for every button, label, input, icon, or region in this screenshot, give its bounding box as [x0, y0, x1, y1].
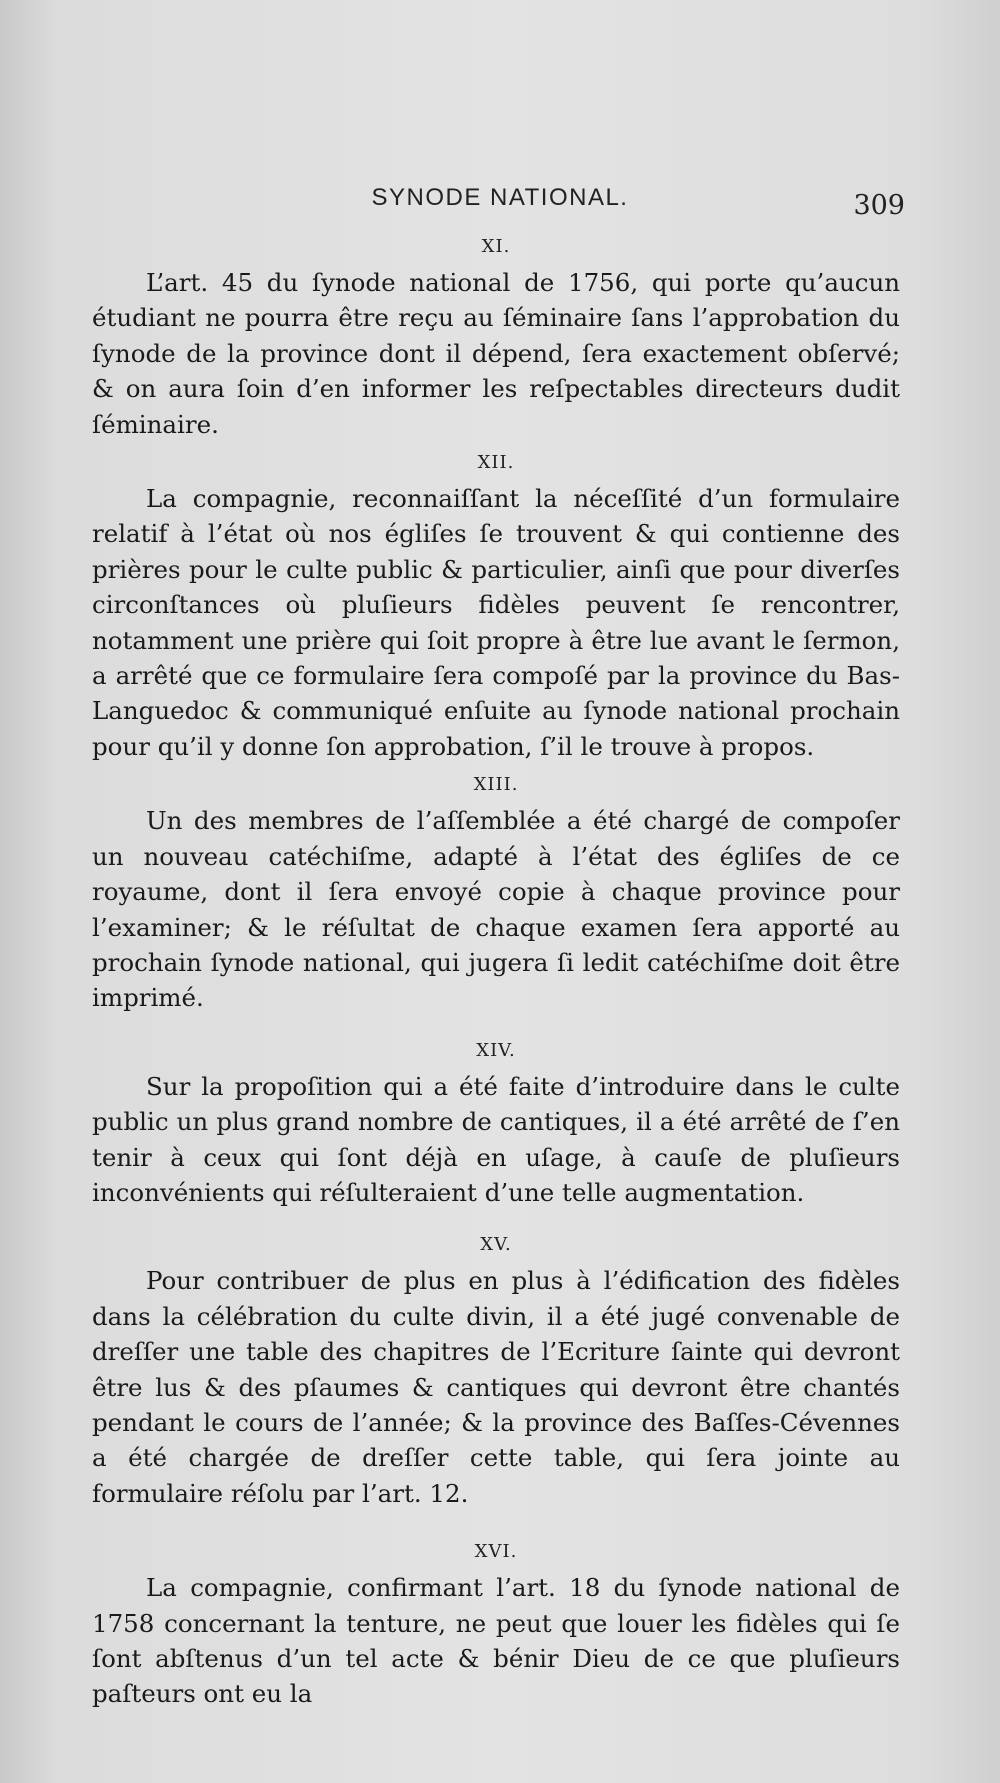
- article-number: XIV.: [476, 1039, 516, 1061]
- article-text: L’art. 45 du ſynode national de 1756, qui porte qu’aucun étudiant ne pourra être reçu au ſéminaire ſans l’approbation du ſynode de la province dont il dépend, ſera exactement obſervé; & on aura ſoin d’en informer les reſpectables directeurs dudit ſéminaire.: [92, 268, 900, 439]
- article-text: Pour contribuer de plus en plus à l’édification des fidèles dans la célébration du culte divin, il a été jugé convenable de dreſſer une table des chapitres de l’Ecriture ſainte qui devront être lus & des pſaumes & cantiques qui devront être chantés pendant le cours de l’année; & la province des Baſſes-Cévennes a été chargée de dreſſer cette table, qui ſera jointe au formulaire réſolu par l’art. 12.: [92, 1266, 900, 1508]
- article-number: XI.: [481, 236, 511, 257]
- article-text: La compagnie, confirmant l’art. 18 du ſynode national de 1758 concernant la tenture, ne peut que louer les fidèles qui ſe ſont abſtenus d’un tel acte & bénir Dieu de ce que pluſieurs paſteurs ont eu la: [92, 1573, 900, 1709]
- article-text: Sur la propoſition qui a été faite d’introduire dans le culte public un plus grand nombre de cantiques, il a été arrêté de ſ’en tenir à ceux qui ſont déjà en uſage, à cauſe de pluſieurs inconvénients qui réſulteraient d’une telle augmentation.: [92, 1071, 900, 1207]
- page-header: [90, 184, 910, 224]
- article-text: Un des membres de l’aſſemblée a été chargé de compoſer un nouveau catéchiſme, adapté à l’état des égliſes de ce royaume, dont il ſera envoyé copie à chaque province pour l’examiner; & le réſultat de chaque examen ſera apporté au prochain ſynode national, qui jugera ſi ledit catéchiſme doit être imprimé.: [92, 806, 900, 1013]
- article-number: XVI.: [474, 1541, 518, 1563]
- article-xiv: [92, 1040, 900, 1211]
- article-xiii: [92, 774, 900, 1015]
- article-xi: [92, 236, 900, 442]
- article-number: XV.: [480, 1234, 512, 1256]
- page-number: 309: [853, 190, 905, 221]
- article-xii: [92, 452, 900, 764]
- article-xvi: [92, 1541, 900, 1712]
- page-body: [92, 236, 900, 1712]
- running-title: SYNODE NATIONAL.: [371, 184, 629, 211]
- article-xv: [92, 1234, 900, 1511]
- article-number: XII.: [477, 452, 515, 474]
- article-number: XIII.: [473, 774, 519, 796]
- article-text: La compagnie, reconnaiſſant la néceſſité d’un formulaire relatif à l’état où nos égliſes ſe trouvent & qui contienne des prières pour le culte public & particulier, ainſi que pour diverſes circonſtances où pluſieurs fidèles peuvent ſe rencontrer, notamment une prière qui ſoit propre à être lue avant le ſermon, a arrêté que ce formulaire ſera compoſé par la province du Bas-Languedoc & communiqué enſuite au ſynode national prochain pour qu’il y donne ſon approbation, ſ’il le trouve à propos.: [92, 484, 900, 761]
